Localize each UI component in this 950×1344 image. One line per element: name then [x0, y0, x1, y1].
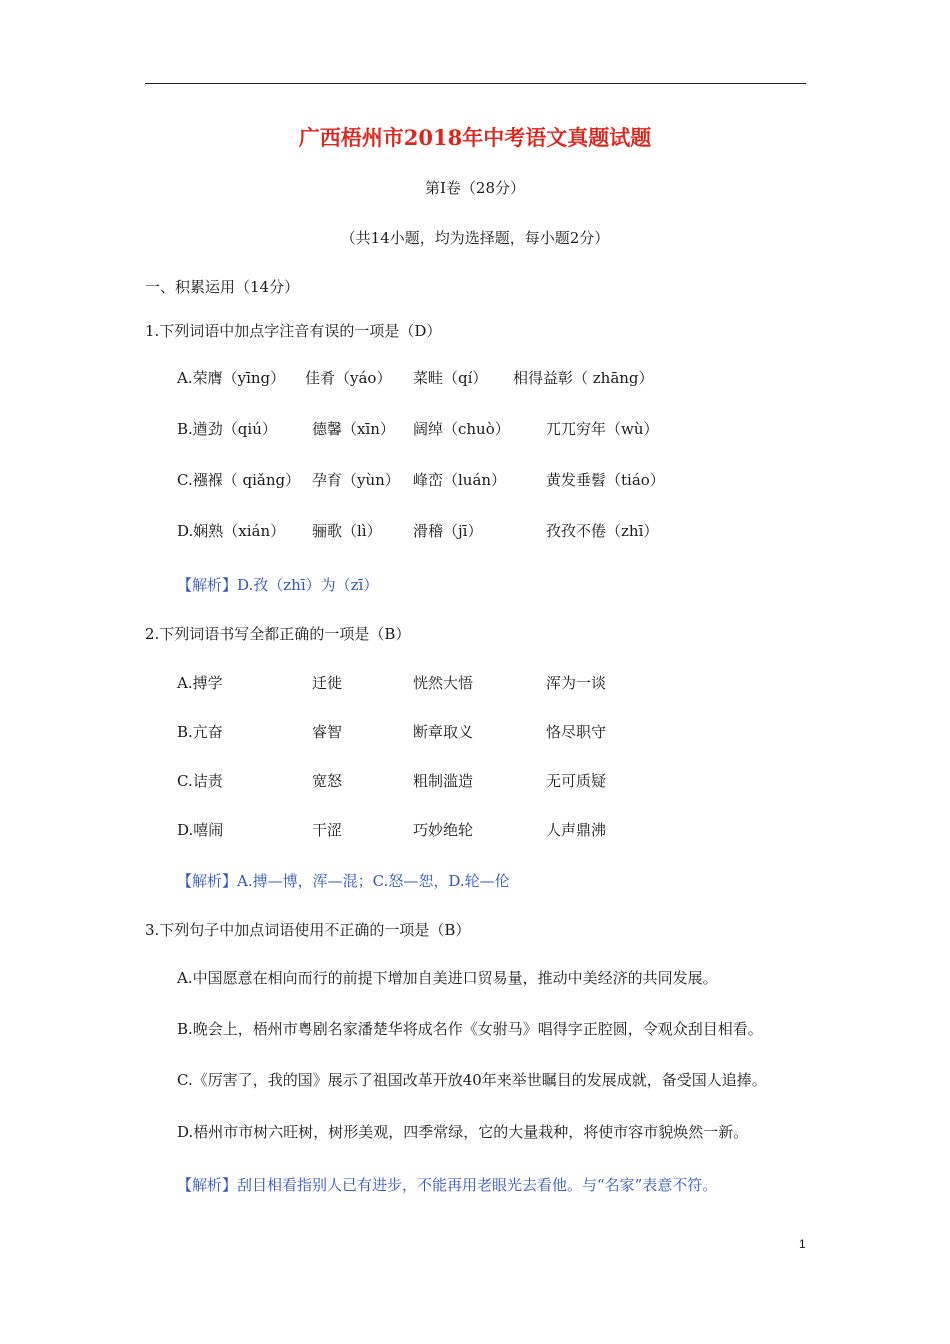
q1-option-cell: 佳肴（yáo）	[305, 369, 392, 387]
q1-option-cell: 兀兀穷年（wù）	[546, 420, 659, 438]
q2-option-cell: 浑为一谈	[546, 674, 607, 692]
question-3-option: C.《厉害了，我的国》展示了祖国改革开放40年来举世瞩目的发展成就，备受国人追捧。	[177, 1071, 767, 1089]
q2-option-cell: 无可质疑	[546, 772, 607, 790]
q1-option-cell: C.襁褓（ qiǎng）	[177, 471, 301, 489]
question-3-option: B.晚会上，梧州市粤剧名家潘楚华将成名作《女驸马》唱得字正腔圆，令观众刮目相看。	[177, 1020, 763, 1038]
question-2-stem: 2.下列词语书写全都正确的一项是（B）	[145, 625, 411, 643]
q1-option-cell: A.荣膺（yīng）	[177, 369, 286, 387]
q1-option-cell: 骊歌（lì）	[312, 522, 382, 540]
q2-option-cell: 断章取义	[413, 723, 474, 741]
q2-option-cell: C.诘责	[177, 772, 223, 790]
analysis-text: D.孜（zhī）为（zī）	[237, 576, 379, 594]
analysis-text: 刮目相看指别人已有进步，不能再用老眼光去看他。与“名家”表意不符。	[237, 1176, 718, 1194]
question-2-analysis	[177, 871, 510, 891]
q1-option-cell: 滑稽（jī）	[413, 522, 483, 540]
q2-option-cell: 恪尽职守	[546, 723, 607, 741]
volume-heading: 第Ⅰ卷（28分）	[424, 179, 525, 197]
question-3-analysis	[177, 1175, 717, 1195]
analysis-tag: 【解析】	[177, 1176, 238, 1194]
header-rule	[145, 83, 806, 84]
q2-option-cell: 巧妙绝轮	[413, 821, 474, 839]
q2-option-cell: 睿智	[312, 723, 343, 741]
q1-option-cell: 德馨（xīn）	[312, 420, 395, 438]
q1-option-cell: 菜畦（qí）	[413, 369, 488, 387]
q1-option-cell: D.娴熟（xián）	[177, 522, 286, 540]
q2-option-cell: 干涩	[312, 821, 343, 839]
q1-option-cell: 相得益彰（ zhāng）	[513, 369, 654, 387]
q2-option-cell: 粗制滥造	[413, 772, 474, 790]
question-1-stem: 1.下列词语中加点字注音有误的一项是（D）	[145, 322, 442, 340]
q1-option-cell: 阔绰（chuò）	[413, 420, 510, 438]
analysis-tag: 【解析】	[177, 576, 238, 594]
question-1-analysis	[177, 575, 378, 595]
q2-option-cell: A.搏学	[177, 674, 223, 692]
question-3-option: A.中国愿意在相向而行的前提下增加自美进口贸易量，推动中美经济的共同发展。	[177, 969, 718, 987]
q1-option-cell: B.遒劲（qiú）	[177, 420, 277, 438]
q2-option-cell: B.亢奋	[177, 723, 223, 741]
page-number: 1	[799, 1237, 806, 1251]
instructions: （共14小题，均为选择题，每小题2分）	[340, 229, 610, 247]
q1-option-cell: 黄发垂髫（tiáo）	[546, 471, 665, 489]
q1-option-cell: 峰峦（luán）	[413, 471, 507, 489]
q2-option-cell: 恍然大悟	[413, 674, 474, 692]
analysis-tag: 【解析】	[177, 872, 238, 890]
q1-option-cell: 孕育（yùn）	[312, 471, 400, 489]
page-title: 广西梧州市2018年中考语文真题试题	[298, 125, 652, 150]
q2-option-cell: D.嘻闹	[177, 821, 224, 839]
question-3-option: D.梧州市市树六旺树，树形美观，四季常绿，它的大量栽种，将使市容市貌焕然一新。	[177, 1123, 749, 1141]
q1-option-cell: 孜孜不倦（zhī）	[546, 522, 659, 540]
q2-option-cell: 人声鼎沸	[546, 821, 607, 839]
analysis-text: A.搏—博，浑—混；C.怒—恕，D.轮—伦	[237, 872, 510, 890]
q2-option-cell: 宽怒	[312, 772, 343, 790]
q2-option-cell: 迁徙	[312, 674, 343, 692]
section-heading: 一、积累运用（14分）	[145, 278, 300, 296]
question-3-stem: 3.下列句子中加点词语使用不正确的一项是（B）	[145, 921, 471, 939]
